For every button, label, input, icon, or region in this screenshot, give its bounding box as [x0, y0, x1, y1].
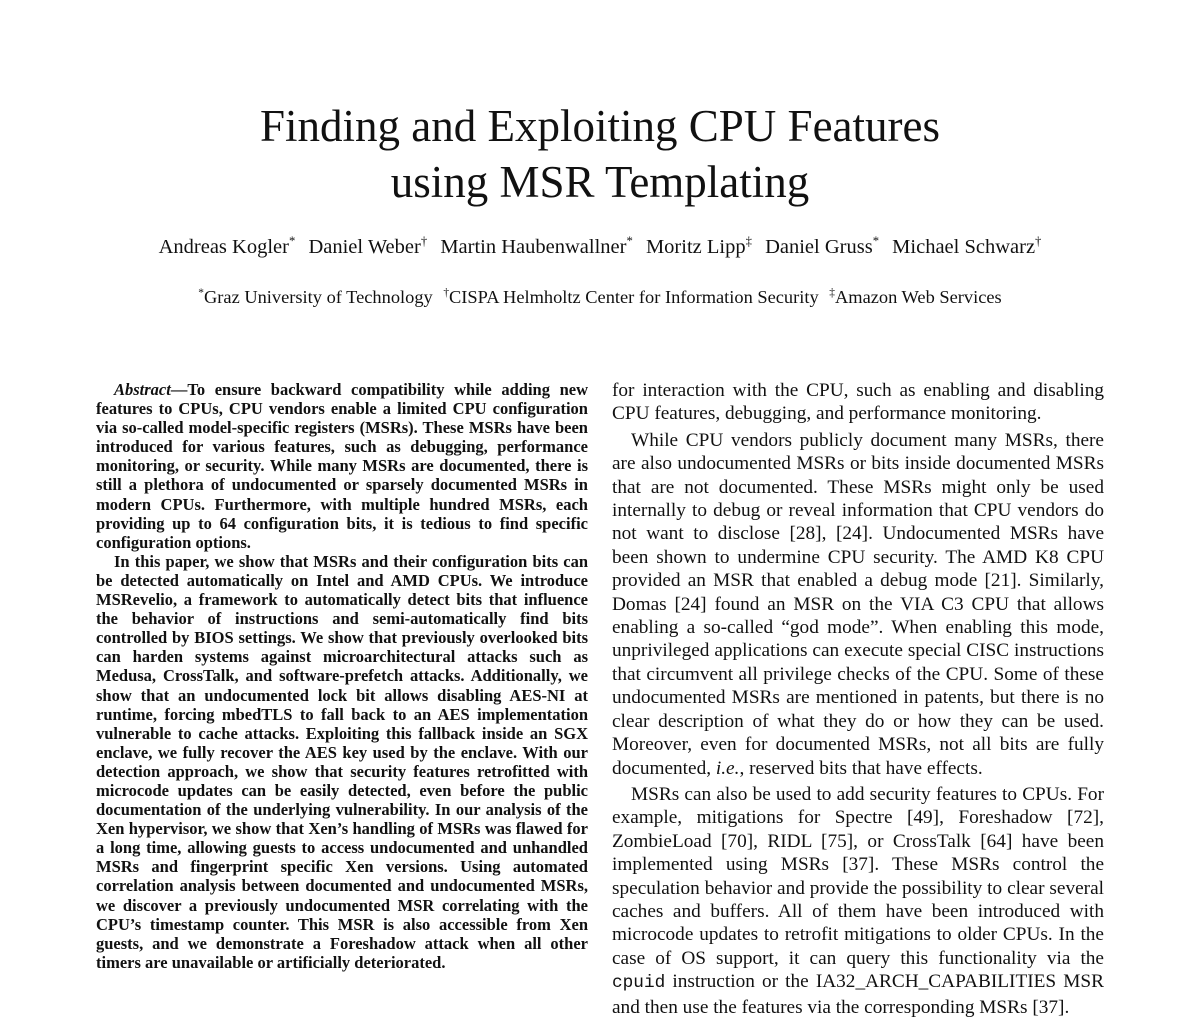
title-line-2: using MSR Templating	[390, 157, 810, 207]
author: Andreas Kogler*	[158, 234, 296, 258]
body-paragraph-3: MSRs can also be used to add security features to CPUs. For example, mitigations for Spectre [49], Foreshadow [72], ZombieLoad [70], RIDL [75], or CrossTalk [64] have been implemented using MSRs [37]. These MSRs control the speculation behavior and provide the possibility to clear several caches and buffers. All of them have been introduced with microcode updates to retrofit mitigations to older CPUs. In the case of OS support, it can query this functionality via the cpuid instruction or the IA32_ARCH_CAPABILITIES MSR and then use the features via the corresponding MSRs [37].	[612, 783, 1104, 1018]
paper-title	[0, 98, 1200, 210]
affiliation: †CISPA Helmholtz Center for Information Security	[443, 286, 819, 307]
title-line-1: Finding and Exploiting CPU Features	[260, 101, 940, 151]
abstract-column	[96, 380, 588, 1002]
author: Martin Haubenwallner*	[440, 234, 633, 258]
affiliation: ‡Amazon Web Services	[829, 286, 1002, 307]
abstract-label: Abstract	[114, 380, 171, 399]
author: Daniel Weber†	[308, 234, 428, 258]
author: Michael Schwarz†	[892, 234, 1042, 258]
body-paragraph-1: for interaction with the CPU, such as enabling and disabling CPU features, debugging, and performance monitoring.	[612, 380, 1104, 425]
author: Daniel Gruss*	[765, 234, 880, 258]
affiliation-list	[0, 283, 1200, 311]
author-list	[0, 233, 1200, 261]
inline-code: cpuid	[612, 973, 666, 994]
body-paragraph-2: While CPU vendors publicly document many MSRs, there are also undocumented MSRs or bits inside documented MSRs that are not documented. These MSRs might only be used internally to debug or reveal information that CPU vendors do not want to disclose [28], [24]. Undocumented MSRs have been shown to undermine CPU security. The AMD K8 CPU provided an MSR that enabled a debug mode [21]. Similarly, Domas [24] found an MSR on the VIA C3 CPU that allows enabling a so-called “god mode”. When enabling this mode, unprivileged applications can execute special CISC instructions that circumvent all privilege checks of the CPU. Some of these undocumented MSRs are mentioned in patents, but there is no clear description of what they do or how they can be used. Moreover, even for documented MSRs, not all bits are fully documented, i.e., reserved bits that have effects.	[612, 429, 1104, 779]
author: Moritz Lipp‡	[645, 234, 752, 258]
abstract-paragraph-1: Abstract—To ensure backward compatibility while adding new features to CPUs, CPU vendors enable a limited CPU configuration via so-called model-specific registers (MSRs). These MSRs have been introduced for various features, such as debugging, performance monitoring, or security. While many MSRs are documented, there is still a plethora of undocumented or sparsely documented MSRs in modern CPUs. Furthermore, with multiple hundred MSRs, each providing up to 64 configuration bits, it is tedious to find specific configuration options.	[96, 380, 588, 552]
abstract-paragraph-2: In this paper, we show that MSRs and their configuration bits can be detected automatically on Intel and AMD CPUs. We introduce MSRevelio, a framework to automatically detect bits that influence the behavior of instructions and semi-automatically find bits controlled by BIOS settings. We show that previously overlooked bits can harden systems against microarchitectural attacks such as Medusa, CrossTalk, and software-prefetch attacks. Additionally, we show that an undocumented lock bit allows disabling AES-NI at runtime, forcing mbedTLS to fall back to an AES implementation vulnerable to cache attacks. Exploiting this fallback inside an SGX enclave, we fully recover the AES key used by the enclave. With our detection approach, we show that security features retrofitted with microcode updates can be easily detected, even before the public documentation of the underlying vulnerability. In our analysis of the Xen hypervisor, we show that Xen’s handling of MSRs was flawed for a long time, allowing guests to access undocumented and unhandled MSRs and fingerprint specific Xen versions. Using automated correlation analysis between documented and undocumented MSRs, we discover a previously undocumented MSR correlating with the CPU’s timestamp counter. This MSR is also accessible from Xen guests, and we demonstrate a Foreshadow attack when all other timers are unavailable or artificially deteriorated.	[96, 551, 588, 972]
body-column	[612, 379, 1104, 1018]
affiliation: *Graz University of Technology	[198, 286, 433, 307]
